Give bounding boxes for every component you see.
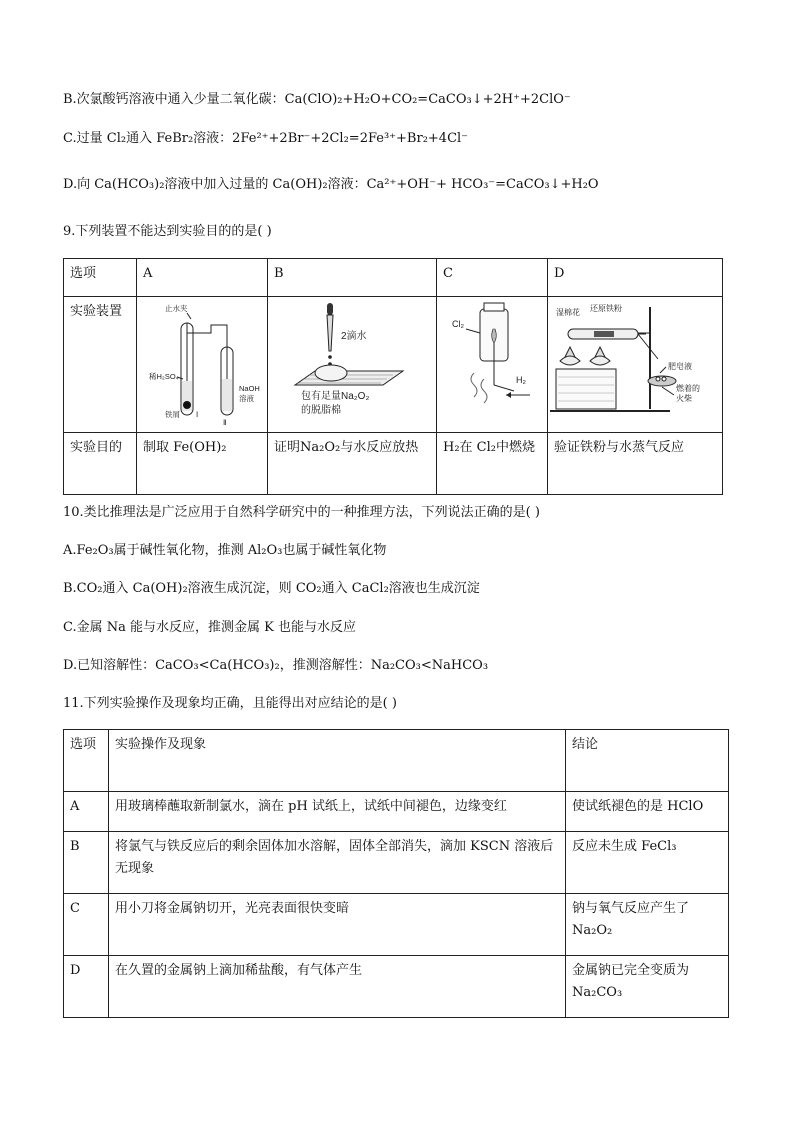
q9-stem: 9.下列装置不能达到实验目的的是( )	[63, 224, 272, 239]
q11-row-a-operation: 用玻璃棒蘸取新制氯水，滴在 pH 试纸上，试纸中间褪色，边缘变红	[109, 792, 566, 832]
q11-row-c-conclusion: 钠与氧气反应产生了Na₂O₂	[566, 894, 729, 956]
q11-row-d-option: D	[64, 956, 109, 1018]
q11-row-d-conclusion: 金属钠已完全变质为Na₂CO₃	[566, 956, 729, 1018]
apparatus-c-cl2-label: Cl₂	[452, 319, 464, 329]
apparatus-d-wet-cotton-label: 湿棉花	[556, 308, 580, 317]
apparatus-b-water-label: 2滴水	[341, 331, 367, 342]
q11-table	[63, 729, 729, 1018]
q11-row-c-operation: 用小刀将金属钠切开，光亮表面很快变暗	[109, 894, 566, 956]
q9-apparatus-d-cell	[548, 297, 723, 433]
q11-row-b-conclusion: 反应未生成 FeCl₃	[566, 832, 729, 894]
q10-option-c: C.金属 Na 能与水反应，推测金属 K 也能与水反应	[63, 620, 356, 635]
q11-row-a-conclusion: 使试纸褪色的是 HClO	[566, 792, 729, 832]
q9-table	[63, 258, 723, 495]
q9-header-c: C	[437, 259, 548, 297]
q9-purpose-b: 证明Na₂O₂与水反应放热	[268, 433, 437, 495]
q9-header-d: D	[548, 259, 723, 297]
q9-apparatus-c-cell	[437, 297, 548, 433]
apparatus-a-tube1-label: Ⅰ	[196, 410, 199, 419]
q11-row-b-option: B	[64, 832, 109, 894]
apparatus-b-cotton-label-1: 包有足量Na₂O₂	[301, 391, 370, 402]
q9-purpose-c: H₂在 Cl₂中燃烧	[437, 433, 548, 495]
q9-apparatus-b-cell	[268, 297, 437, 433]
apparatus-a-solution-label: 溶液	[239, 394, 254, 403]
apparatus-a-figure	[143, 299, 261, 427]
q11-row-d-operation: 在久置的金属钠上滴加稀盐酸，有气体产生	[109, 956, 566, 1018]
q10-option-b: B.CO₂通入 Ca(OH)₂溶液生成沉淀，则 CO₂通入 CaCl₂溶液也生成沉淀	[63, 581, 480, 596]
q11-row-c	[64, 894, 729, 956]
apparatus-c-figure	[444, 299, 540, 427]
q11-stem: 11.下列实验操作及现象均正确，且能得出对应结论的是( )	[63, 696, 397, 711]
q11-row-b-operation: 将氯气与铁反应后的剩余固体加水溶解，固体全部消失，滴加 KSCN 溶液后无现象	[109, 832, 566, 894]
apparatus-d-figure	[550, 299, 720, 427]
apparatus-d-match-label-2: 火柴	[676, 394, 692, 403]
q9-header-option: 选项	[64, 259, 137, 297]
option-b-line: B.次氯酸钙溶液中通入少量二氧化碳：Ca(ClO)₂+H₂O+CO₂=CaCO₃↓+2H⁺+2ClO⁻	[63, 92, 571, 107]
q10-stem: 10.类比推理法是广泛应用于自然科学研究中的一种推理方法，下列说法正确的是( )	[63, 505, 540, 520]
apparatus-b-figure	[275, 299, 429, 427]
q11-header-conclusion: 结论	[566, 730, 729, 792]
q9-header-a: A	[137, 259, 268, 297]
apparatus-a-iron-label: 铁屑	[165, 410, 180, 419]
q11-row-a-option: A	[64, 792, 109, 832]
apparatus-a-acid-label: 稀H₂SO₄	[149, 372, 179, 381]
q11-row-a	[64, 792, 729, 832]
q10-option-a: A.Fe₂O₃属于碱性氧化物，推测 Al₂O₃也属于碱性氧化物	[63, 543, 387, 558]
q11-row-b	[64, 832, 729, 894]
q9-purpose-label: 实验目的	[64, 433, 137, 495]
q9-apparatus-a-cell	[137, 297, 268, 433]
q9-header-b: B	[268, 259, 437, 297]
apparatus-c-h2-label: H₂	[516, 375, 526, 385]
apparatus-d-soap-label: 肥皂液	[668, 362, 692, 371]
q11-header-operation: 实验操作及现象	[109, 730, 566, 792]
q11-row-c-option: C	[64, 894, 109, 956]
q10-option-d: D.已知溶解性：CaCO₃<Ca(HCO₃)₂，推测溶解性：Na₂CO₃<NaHCO₃	[63, 658, 489, 673]
apparatus-d-match-label-1: 燃着的	[676, 384, 700, 393]
q9-purpose-a: 制取 Fe(OH)₂	[137, 433, 268, 495]
apparatus-a-naoh-label: NaOH	[239, 384, 260, 393]
q11-header-option: 选项	[64, 730, 109, 792]
q9-purpose-d: 验证铁粉与水蒸气反应	[548, 433, 723, 495]
option-d-line: D.向 Ca(HCO₃)₂溶液中加入过量的 Ca(OH)₂溶液：Ca²⁺+OH⁻+ HCO₃⁻=CaCO₃↓+H₂O	[63, 177, 599, 192]
option-c-line: C.过量 Cl₂通入 FeBr₂溶液：2Fe²⁺+2Br⁻+2Cl₂=2Fe³⁺+Br₂+4Cl⁻	[63, 131, 469, 146]
apparatus-b-cotton-label-2: 的脱脂棉	[301, 405, 341, 416]
apparatus-a-clamp-label: 止水夹	[165, 304, 188, 313]
q9-apparatus-label: 实验装置	[64, 297, 137, 433]
apparatus-a-tube2-label: Ⅱ	[223, 418, 227, 427]
q11-row-d	[64, 956, 729, 1018]
apparatus-d-iron-powder-label: 还原铁粉	[590, 304, 622, 313]
